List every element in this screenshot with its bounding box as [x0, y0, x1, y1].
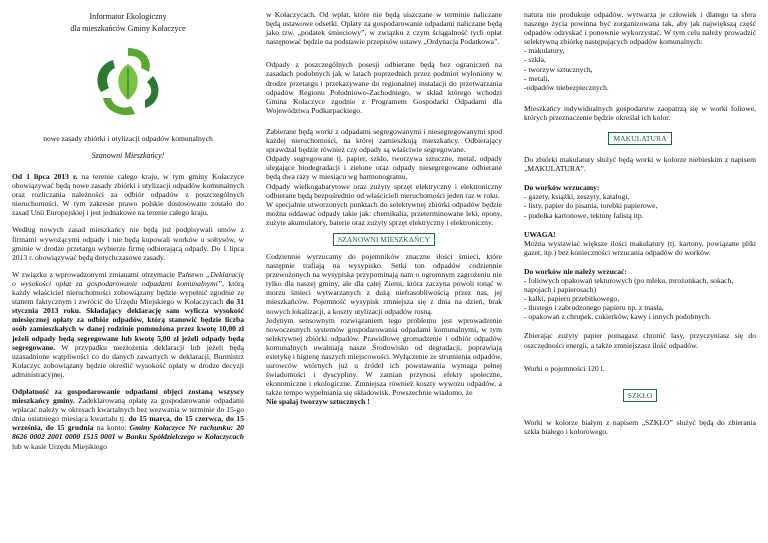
header-line-1: Informator Ekologiczny	[89, 12, 167, 21]
paragraph-uwaga: Można wystawiać większe ilości makulatury (tj. kartony, powiązane pliki gazet, itp.) bez konieczności wrzucania odpadów do worków.	[524, 238, 756, 257]
paragraph-intro: Od 1 lipca 2013 r. na terenie całego kraju, w tym gminy Kołaczyce obowiązywać będą nowe zasady zbiórki i utylizacji odpadów komunalnych oraz rozliczania należności za odbiór odpadów z poszczególnych nieruchomości. W tym zakresie prawo polskie dostosowane zostało do zasad Unii Europejskiej i jest jednakowe na terenie całego kraju.	[12, 172, 245, 218]
paragraph-declaration: W związku z wprowadzonymi zmianami otrzymacie Państwo „Deklarację o wysokości opłat za gospodarowanie odpadami komunalnymi”, którą każdy właściciel nieruchomości zobowiązany będzie wypełnić zgodnie ze stanem faktycznym i zwrócić do Urzędu Miejskiego w Kołaczycach do 31 stycznia 2013 roku. Składający deklarację sam wylicza wysokość miesięcznej opłaty za odbiór odpadów, którą stanowić będzie liczba osób zamieszkałych w danej rodzinie pomnożona przez kwotę 10,00 zł jeżeli odpady będą segregowane lub kwotę 5,00 zł jeżeli odpady będą segregowane. W przypadku niezłożenia deklaracji lub jeżeli będą uzasadnione wątpliwości co do danych zawartych w deklaracji, Burmistrz Kołaczyc zobowiązany będzie określić wysokość opłaty w drodze decyzji administracyjnej.	[12, 269, 244, 379]
do-not-throw-list	[524, 276, 756, 321]
list-item: - makulatury,	[524, 46, 565, 56]
recycling-leaf-icon	[83, 42, 173, 122]
list-item: - gazety, książki, zeszyty, katalogi,	[524, 192, 630, 202]
paragraph-szklo: Worki w kolorze białym z napisem „SZKŁO” służyć będą do zbierania szkła białego i kolorowego.	[524, 417, 756, 436]
waste-types-list	[524, 46, 756, 91]
list-item: - tłustego i zabrudzonego papieru np. z masła,	[524, 303, 664, 313]
greeting: Szanowni Mieszkańcy!	[91, 151, 165, 160]
heading-throw-in: Do worków wrzucamy:	[524, 183, 600, 193]
list-item: - tworzyw sztucznych,	[524, 64, 593, 74]
paragraph-collection: Odpady z poszczególnych posesji odbierane będą bez ograniczeń na zasadach podobnych jak w latach poprzednich przez podmiot wyłoniony w drodze przetargu i przekazywane do regionalnej instalacji do przetwarzania odpadów Regionu Południowo-Zachodniego, w skład którego wchodzi Gmina Kołaczyce zgodnie z Programem Gospodarki Odpadami dla Województwa Podkarpackiego.	[266, 60, 502, 115]
paragraph-interest: w Kołaczycach. Od wpłat, które nie będą uiszczane w terminie naliczane będą ustawowe odsetki. Opłaty za gospodarowanie odpadami naliczane będą jako tzw. „podatek śmieciowy”, w związku z czym ściągalność tych opłat następować będzie na podstawie przepisów ustawy „Ordynacja Podatkowa”.	[266, 10, 502, 47]
subtitle: nowe zasady zbiórki i utylizacji odpadów komunalnych	[43, 134, 213, 143]
header-line-2: dla mieszkańców Gminy Kołaczyce	[70, 24, 186, 33]
paragraph-paper-benefits: Zbierając zużyty papier pomagasz chronić lasy, przyczyniasz się do oszczędności energii, a także zmniejszasz ilość odpadów.	[524, 331, 756, 350]
column-left	[0, 0, 256, 543]
paragraph-segregated: Odpady segregowane tj. papier, szkło, tworzywa sztuczne, metal, odpady ulegające biodegradacji i zielone oraz odpady niesegregowane odbierane będą dwa razy w miesiącu wg harmonogramu.	[266, 154, 502, 182]
paragraph-bag-colors: Mieszkańcy indywidualnych gospodarstw zaopatrzą się w worki foliowe, których przeznaczenie będzie określał ich kolor.	[524, 103, 756, 122]
warning-no-burning: Nie spalaj tworzyw sztucznych !	[266, 397, 370, 407]
section-box-residents: SZANOWNI MIESZKAŃCY	[333, 233, 435, 246]
paragraph-payment: Odpłatność za gospodarowanie odpadami objęci zostaną wszyscy mieszkańcy gminy. Zadeklarowaną opłatę za gospodarowanie odpadami wpłacać należy w okresach kwartalnych bez wezwania w terminie do 15-go dnia ostatniego miesiąca kwartału tj. do 15 marca, do 15 czerwca, do 15 września, do 15 grudnia na konto: Gminy Kołaczyce Nr rachunku: 20 8626 0002 2001 0000 1515 0001 w Banku Spółdzielczego w Kołaczycach lub w kasie Urzędu Miejskiego	[12, 386, 245, 451]
paragraph-bulky: Odpady wielkogabarytowe oraz zużyty sprzęt elektryczny i elektroniczny odbierane będą bezpośrednio od właścicieli nieruchomości jeden raz w roku.	[266, 181, 502, 200]
list-item: - kalki, papieru przebitkowego,	[524, 294, 620, 304]
paragraph-waste-problem: Codziennie wyrzucamy do pojemników znaczne ilości śmieci, które następnie trafiają na wysypisko. Setki ton odpadów codziennie przewożonych na wysypiska przypominają nam o ogromnym zagrożeniu nie tylko dla naszej gminy, ale dla całej Ziemi, która zaczyna powoli tonąć w morzu śmieci wytwarzanych z dużą niefrasobliwością przez nas, jej mieszkańców. Pojemność wysypisk zmniejsza się z dnia na dzień, brak nowych lokalizacji, a koszty utylizacji odpadów rosną.	[266, 251, 502, 316]
paragraph-new-rules: Według nowych zasad mieszkańcy nie będą już podpisywali umów z firmami wywożącymi odpady i nie będą kupowali worków u sołtysów, w gminie w drodze przetargu wybierze firmę odbierającą odpady. Do 1 lipca 2013 r. obowiązywać będą dotychczasowe zasady.	[12, 225, 244, 262]
paragraph-points: W specjalnie utworzonych punktach do selektywnej zbiórki odpadów będzie można oddawać odpady takie jak: chemikalia, przeterminowane leki, opony, zużyte akumulatory, baterie oraz zużyty sprzęt elektryczny i elektroniczny.	[266, 199, 502, 227]
heading-uwaga: UWAGA!	[524, 229, 556, 239]
list-item: -odpadów niebezpiecznych.	[524, 82, 609, 92]
section-box-szklo: SZKŁO	[623, 389, 657, 402]
heading-do-not-throw: Do worków nie należy wrzucać:	[524, 266, 627, 276]
throw-in-list	[524, 192, 756, 219]
paragraph-solution: Jedynym sensownym rozwiązaniem tego problemu jest wprowadzenie nowoczesnych systemów gospodarowania odpadami komunalnymi, w tym selektywnej zbiórki odpadów. Prawidłowe gromadzenie i odbiór odpadów komunalnych uwalniają nasze Środowisko od degradacji, poprawiają estetykę i higienę naszych miejscowości. Wyłączenie ze strumienia odpadów, surowców wtórnych już u źródeł ich powstawania wymaga pełnej świadomości i dyscypliny. W zamian przynosi efekty społeczne, ekonomiczne i ekologiczne. Zmniejsza również koszty wywozu odpadów, a także tempo wypełniania się składowisk. Powszechnie wiadomo, że	[266, 315, 502, 398]
list-item: - listy, papier do pisania, torebki papierowe,	[524, 201, 658, 211]
column-right	[512, 0, 768, 543]
paragraph-makulatura: Do zbiórki makulatury służyć będą worki w kolorze niebieskim z napisem „MAKULATURA”.	[524, 155, 756, 174]
list-item: - opakowań z chrupek, cukierków, kawy i innych podobnych.	[524, 312, 711, 322]
list-item: - szkła,	[524, 55, 546, 65]
list-item: - metali,	[524, 73, 550, 83]
section-box-makulatura: MAKULATURA	[608, 132, 671, 145]
paragraph-bag-capacity: Worki o pojemności 120 l.	[524, 363, 605, 373]
list-item: - pudełka kartonowe, tekturę falistą itp.	[524, 210, 644, 220]
paragraph-nature: natura nie produkuje odpadów, wytwarza je człowiek i dlatego ta sfera naszego życia powinna być zorganizowana tak, aby jak największą część odpadów odzyskać i ponownie wykorzystać. W tym celu należy prowadzić selektywną zbiórkę następujących odpadów komunalnych:	[524, 10, 756, 47]
list-item: - foliowych opakowań tekturowych (po mleku, mrożonkach, sokach, napojach i papierosach)	[524, 275, 734, 295]
paragraph-bags: Zabierane będą worki z odpadami segregowanymi i niesegregowanymi spod każdej nieruchomości, na której zamieszkują mieszkańcy. Odbierający sprawdzał będzie również czy odpady są właściwie segregowane.	[266, 126, 502, 155]
column-middle	[256, 0, 512, 543]
